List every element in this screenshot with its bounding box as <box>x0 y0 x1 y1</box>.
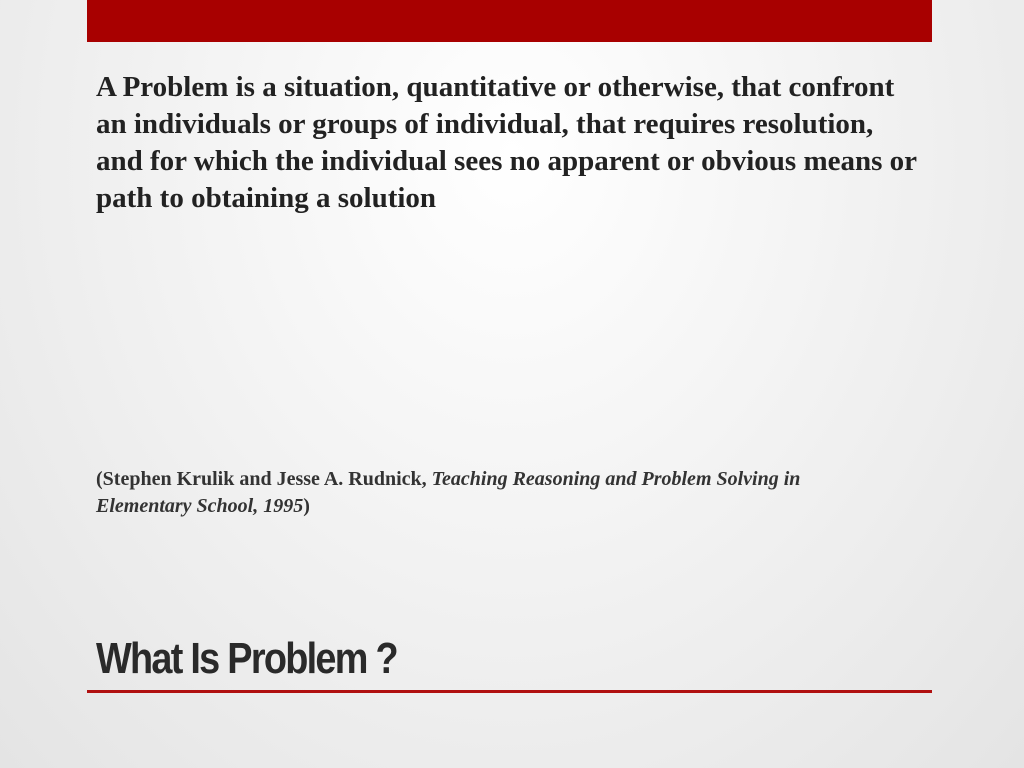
citation-authors: (Stephen Krulik and Jesse A. Rudnick, <box>96 468 432 490</box>
top-accent-bar <box>87 0 932 42</box>
definition-text: A Problem is a situation, quantitative or otherwise, that confront an individuals or groups of individual, that requires resolution, and for which the individual sees no apparent or obvious means or path to obtaining a solution <box>96 71 917 214</box>
citation-book-title: Teaching Reasoning and Problem Solving in Elementary School, 1995 <box>96 468 801 517</box>
slide-title: What Is Problem ? <box>96 634 397 683</box>
citation <box>96 466 896 520</box>
citation-close: ) <box>303 495 310 517</box>
title-underline <box>87 690 932 693</box>
